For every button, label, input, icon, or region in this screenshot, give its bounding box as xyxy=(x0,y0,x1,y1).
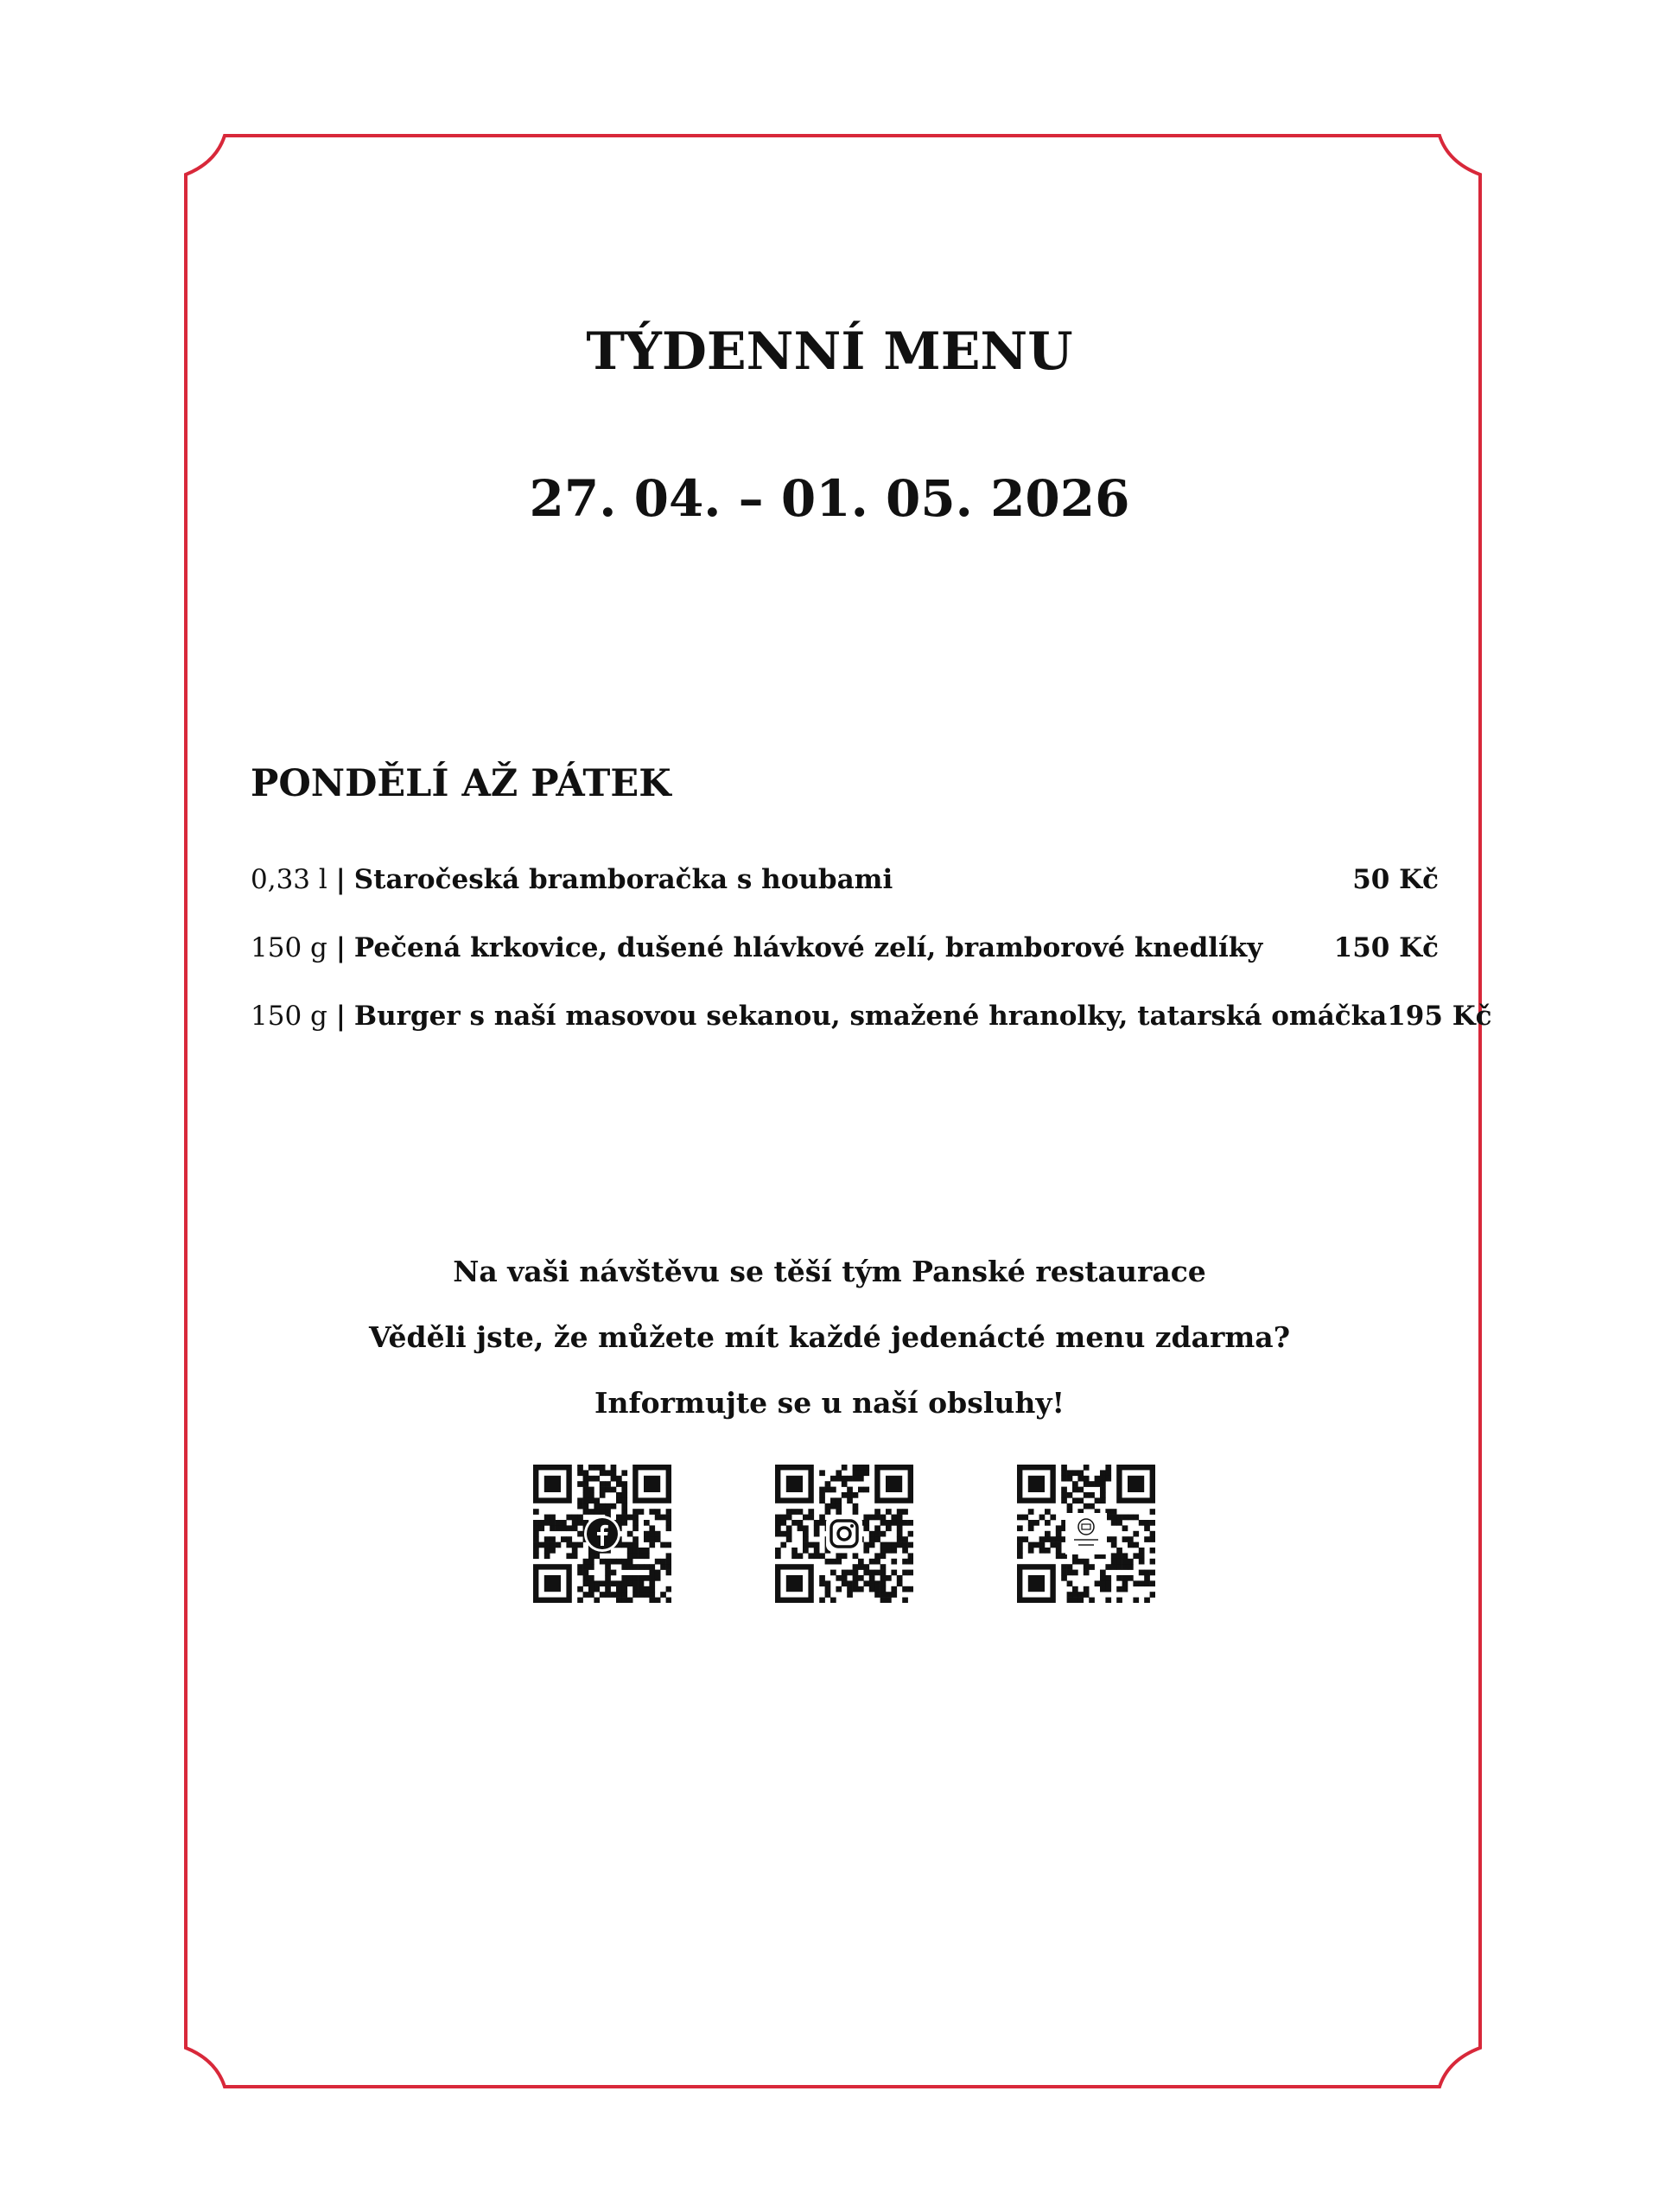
qr-code-facebook[interactable] xyxy=(533,1465,671,1603)
qr-code-restaurant[interactable] xyxy=(1017,1465,1155,1603)
menu-date-range: 27. 04. – 01. 05. 2026 xyxy=(529,469,1130,528)
menu-item xyxy=(251,1001,1492,1044)
facebook-icon xyxy=(583,1515,621,1553)
restaurant-logo-icon xyxy=(1065,1513,1107,1554)
menu-item-quantity: 150 g xyxy=(251,932,327,963)
menu-item-separator: | xyxy=(335,932,346,963)
menu-item-price: 150 Kč xyxy=(1333,932,1439,963)
menu-item-quantity: 0,33 l xyxy=(251,864,327,895)
menu-item-price: 195 Kč xyxy=(1387,1001,1492,1032)
menu-item xyxy=(251,864,1439,907)
menu-item-dish: Pečená krkovice, dušené hlávkové zelí, bramborové knedlíky xyxy=(353,932,1263,963)
instagram-icon xyxy=(825,1515,863,1553)
qr-code-instagram[interactable] xyxy=(775,1465,913,1603)
menu-item-separator: | xyxy=(335,1001,346,1032)
footer-info: Informujte se u naší obsluhy! xyxy=(594,1386,1065,1420)
footer-greeting: Na vaši návštěvu se těší tým Panské restaurace xyxy=(453,1255,1206,1288)
menu-item-dish: Burger s naší masovou sekanou, smažené hranolky, tatarská omáčka xyxy=(353,1001,1388,1032)
menu-item-dish: Staročeská bramboračka s houbami xyxy=(353,864,893,895)
menu-item xyxy=(251,932,1439,976)
section-title: PONDĚLÍ AŽ PÁTEK xyxy=(251,762,671,805)
page-title: TÝDENNÍ MENU xyxy=(586,321,1073,382)
footer-loyalty-question: Věděli jste, že můžete mít každé jedenácté menu zdarma? xyxy=(368,1320,1291,1354)
menu-item-price: 50 Kč xyxy=(1352,864,1439,895)
menu-item-separator: | xyxy=(335,864,346,895)
menu-item-quantity: 150 g xyxy=(251,1001,327,1032)
